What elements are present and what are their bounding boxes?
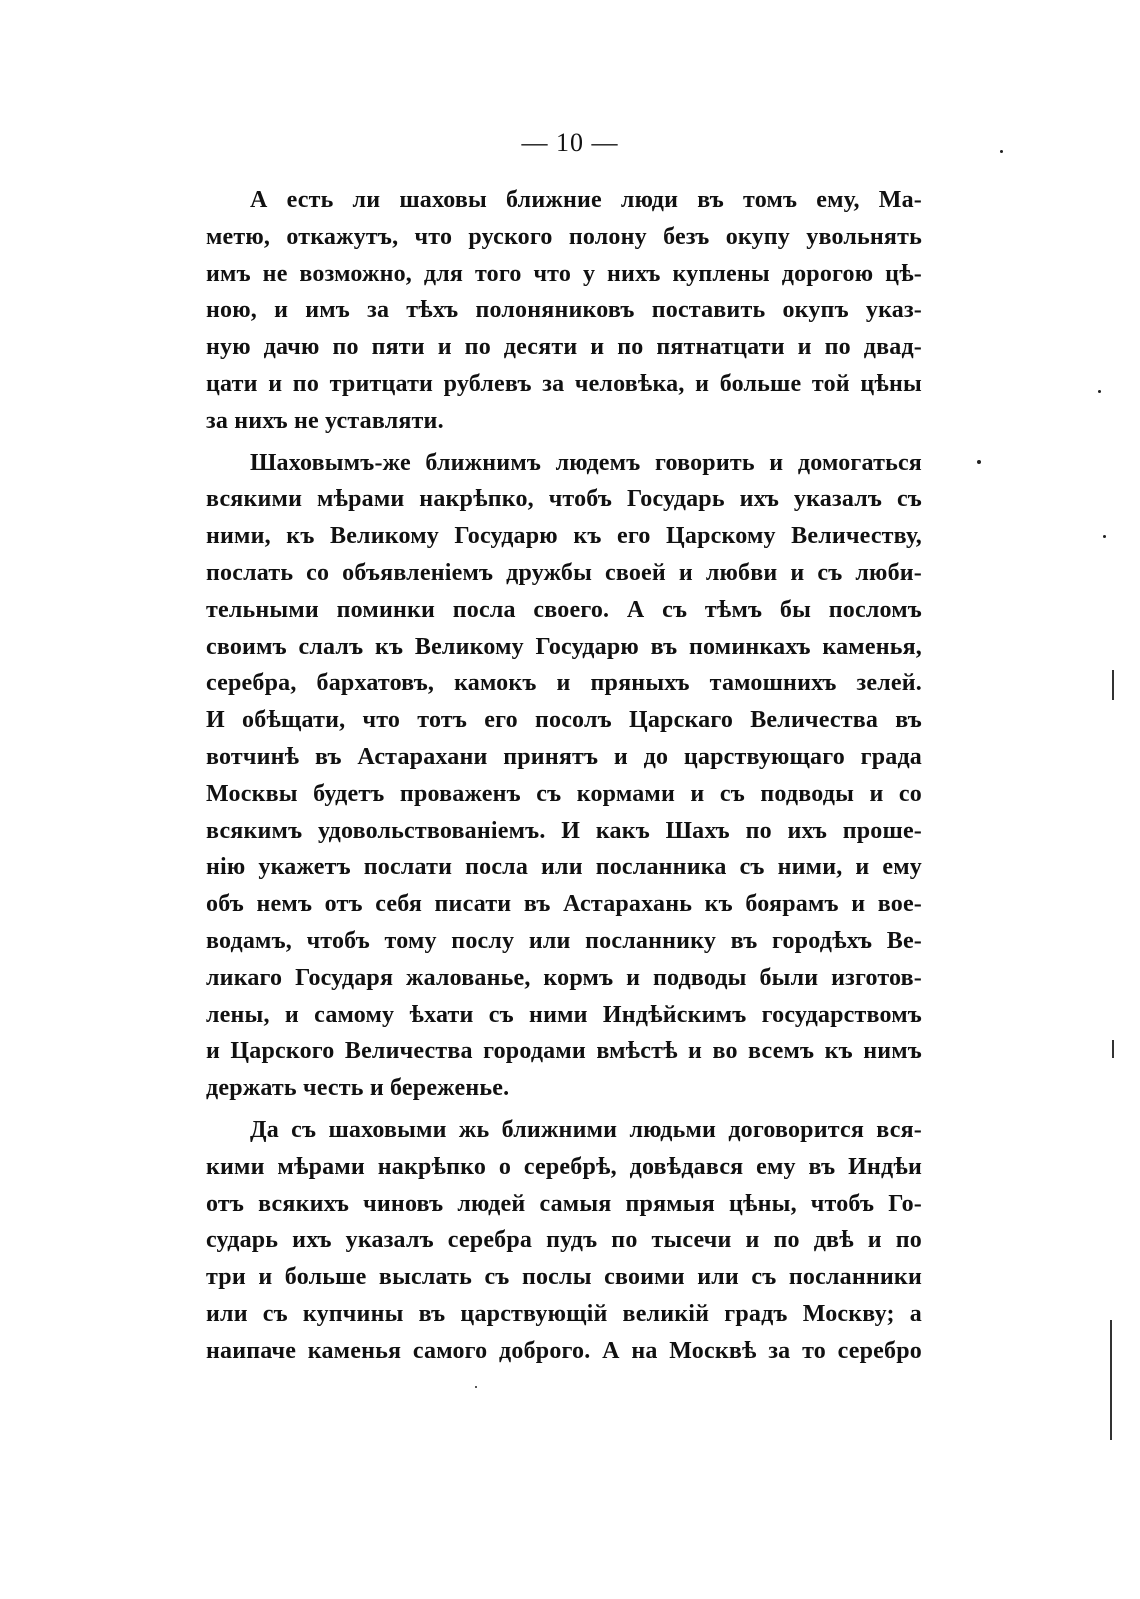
scan-speck [1103,535,1106,538]
scan-speck [1000,150,1003,153]
text-line: сударь ихъ указалъ серебра пудъ по тысечи и по двѣ и по [206,1227,922,1254]
scan-speck [977,460,981,464]
text-line: за нихъ не уставляти. [206,407,444,434]
text-line: держать честь и береженье. [206,1075,510,1102]
text-line: ними, къ Великому Государю къ его Царскому Величеству, [206,523,922,550]
text-line: Москвы будетъ провaженъ съ кормами и съ подводы и со [206,780,922,807]
text-line: Да съ шаховыми жь ближними людьми договорится вся- [250,1116,922,1143]
text-line: ною, и имъ за тѣхъ полоняниковъ поставить окупъ указ- [206,297,922,324]
text-line: ную дачю по пяти и по десяти и по пятнатцати и по двад- [206,334,922,361]
scan-edge-mark [1112,670,1114,700]
text-line: водамъ, чтобъ тому послу или посланнику въ городѣхъ Ве- [206,927,922,954]
text-line: цати и по тритцати рублевъ за человѣка, и больше той цѣны [206,370,922,397]
paragraph-2 [206,445,922,1107]
text-line: всякимъ удовольствованіемъ. И какъ Шахъ по ихъ проше- [206,817,922,844]
text-line: послать со объявленіемъ дружбы своей и любви и съ люби- [206,559,922,586]
text-line: объ немъ отъ себя писати въ Астарахань къ боярамъ и вое- [206,891,922,918]
text-line: своимъ слалъ къ Великому Государю въ поминкахъ каменья, [206,633,922,660]
scan-edge-mark [1112,1040,1114,1058]
scan-edge-mark [1110,1320,1112,1440]
text-line: кими мѣрами накрѣпко о серебрѣ, довѣдався ему въ Индѣи [206,1153,922,1180]
text-line: вотчинѣ въ Астарахани принятъ и до царствующаго града [206,743,922,770]
text-line: всякими мѣрами накрѣпко, чтобъ Государь ихъ указалъ съ [206,486,922,513]
text-line: ликаго Государя жалованье, кормъ и подводы были изготов- [206,964,922,991]
text-line: нію укажетъ послати посла или посланника съ ними, и ему [206,854,922,881]
text-line: отъ всякихъ чиновъ людей самыя прямыя цѣны, чтобъ Го- [206,1190,922,1217]
text-body [206,182,922,1370]
scan-speck [475,1386,477,1388]
text-line: А есть ли шаховы ближние люди въ томъ ему, Ма- [250,187,922,213]
text-line: метю, откажутъ, что руского полону безъ окупу увольнять [206,223,922,250]
text-line: Шаховымъ-же ближнимъ людемъ говорить и домогаться [250,449,922,476]
text-line: и Царского Величества городами вмѣстѣ и во всемъ къ нимъ [206,1038,922,1065]
text-line: лены, и самому ѣхати съ ними Индѣйскимъ государствомъ [206,1001,922,1028]
text-line: наипаче каменья самого доброго. А на Москвѣ за то серебро [206,1337,922,1364]
text-line: имъ не возможно, для того что у нихъ куплены дорогою цѣ- [206,260,922,287]
text-line: три и больше выслать съ послы своими или съ посланники [206,1264,922,1291]
paragraph-3 [206,1112,922,1370]
page-number: — 10 — [521,128,619,157]
text-line: или съ купчины въ царствующій великій градъ Москву; а [206,1300,922,1327]
text-line: И обѣщати, что тотъ его посолъ Царскаго Величества въ [206,707,922,734]
text-line: тельными поминки посла своего. А съ тѣмъ бы посломъ [206,596,922,623]
paragraph-1 [206,182,922,440]
scan-speck [1098,390,1101,393]
text-line: серебра, бархатовъ, камокъ и пряныхъ тамошнихъ зелей. [206,670,922,697]
